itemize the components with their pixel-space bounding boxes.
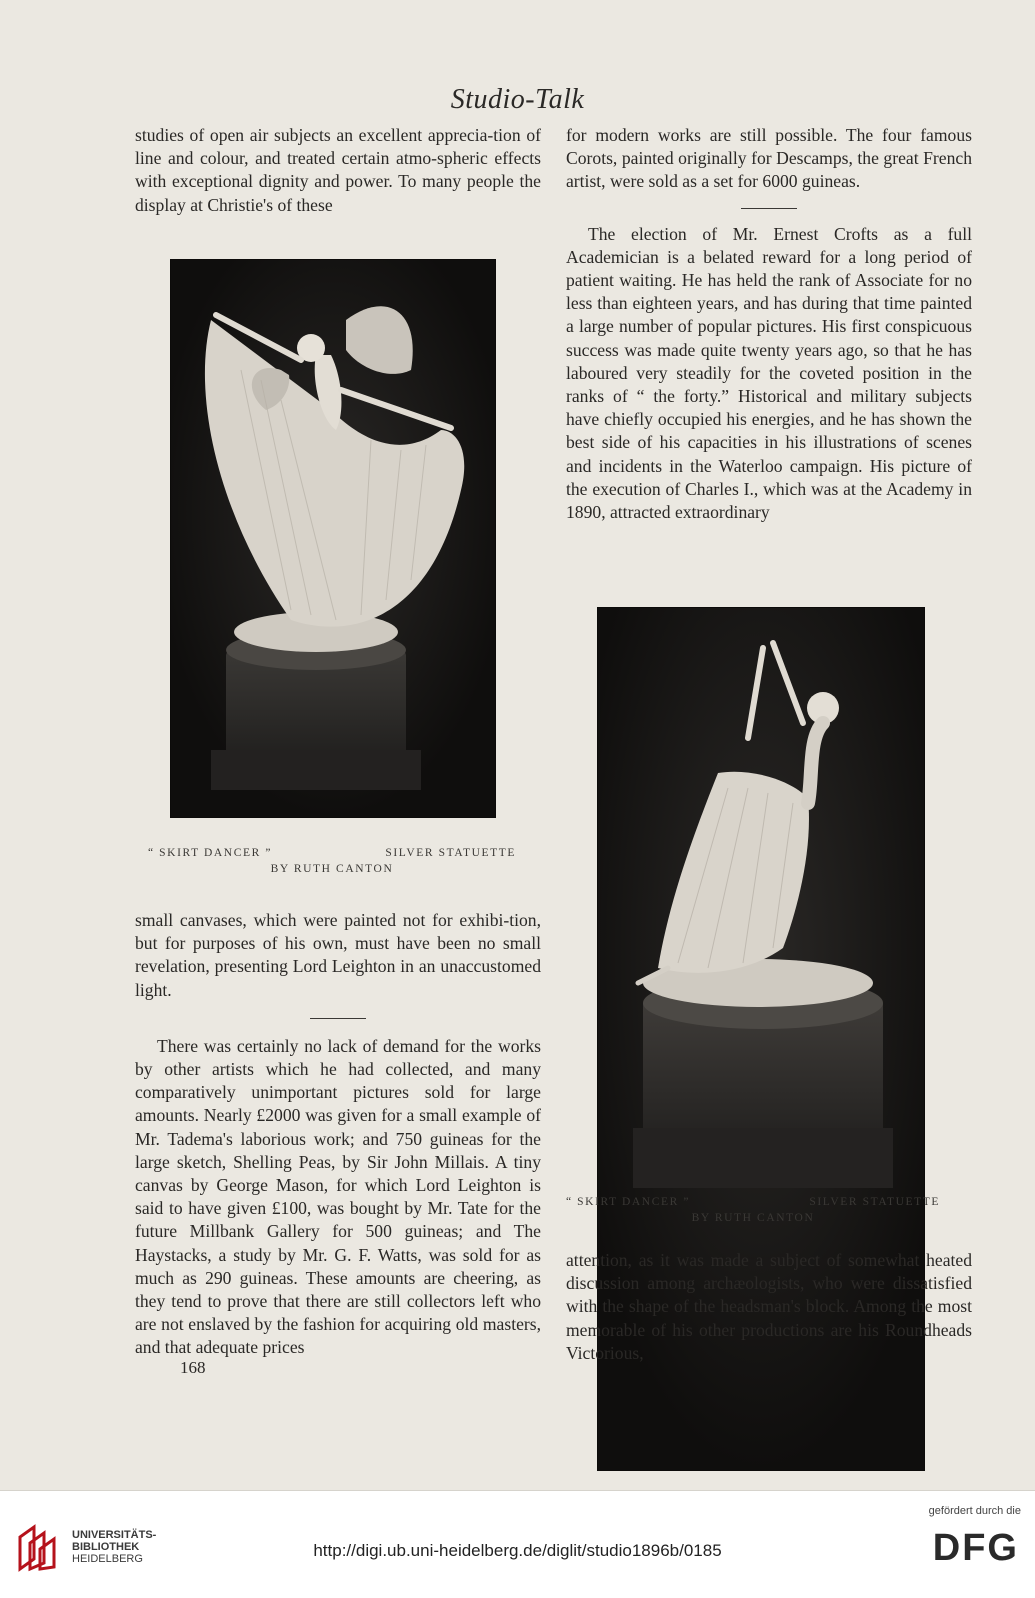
left-column-bottom: [135, 909, 541, 1360]
left-paragraph-3: There was certainly no lack of demand for the works by other artists which he had collected, and many comparatively unimportant pictures sold for large amounts. Nearly £2000 was given for a small example of Mr. Tadema's laborious work; and 750 guineas for the large sketch, Shelling Peas, by Sir John Millais. A tiny canvas by George Mason, for which Lord Leighton is said to have given £100, was bought by Mr. Tate for the future Millbank Gallery for 500 guineas; and The Haystacks, a study by Mr. G. F. Watts, was sold for as much as 290 guineas. These amounts are cheering, as they tend to prove that there are still collectors left who are not enslaved by the fashion for acquiring old masters, and that adequate prices: [135, 1035, 541, 1358]
left-column-top: [135, 124, 541, 217]
left-paragraph-1: studies of open air subjects an excellent apprecia-tion of line and colour, and treated certain atmo-spheric effects with exceptional dignity and power. To many people the display at Christie's of these: [135, 125, 541, 215]
sponsor-note: gefördert durch die: [928, 1505, 1021, 1517]
figure-2-title: “ SKIRT DANCER ”: [566, 1196, 691, 1208]
running-head: Studio-Talk: [450, 84, 585, 115]
figure-1-medium: SILVER STATUETTE: [385, 847, 516, 859]
figure-1-title: “ SKIRT DANCER ”: [148, 847, 273, 859]
section-rule: [310, 1018, 366, 1019]
library-line-1: UNIVERSITÄTS-: [72, 1529, 157, 1541]
section-rule-right: [741, 208, 797, 209]
library-line-2: BIBLIOTHEK: [72, 1541, 140, 1553]
dfg-logo: DFG: [932, 1527, 1019, 1569]
figure-1-caption: [148, 845, 516, 877]
left-paragraph-2: small canvases, which were painted not for exhibi-tion, but for purposes of his own, must have been no small revelation, presenting Lord Leighton in an unaccustomed light.: [135, 910, 541, 1000]
source-url-link[interactable]: http://digi.ub.uni-heidelberg.de/diglit/studio1896b/0185: [313, 1541, 722, 1560]
figure-2-credit: BY RUTH CANTON: [691, 1212, 815, 1224]
skirt-dancer-photo-1: [170, 259, 496, 818]
figure-1-credit: BY RUTH CANTON: [270, 863, 394, 875]
right-column-bottom: [566, 1249, 972, 1365]
figure-2-caption: [566, 1194, 940, 1226]
figure-2-medium: SILVER STATUETTE: [809, 1196, 940, 1208]
right-paragraph-2: The election of Mr. Ernest Crofts as a full Academician is a belated reward for a long period of patient waiting. He has held the rank of Associate for no less than eighteen years, and has during that time painted a large number of popular pictures. His first conspicuous success was made quite twenty years ago, so that he has laboured very steadily for the coveted position in the ranks of “ the forty.” Historical and military subjects have chiefly occupied his energies, and he has shown the best side of his capacities in his illustrations of scenes and incidents in the Waterloo campaign. His picture of the execution of Charles I., which was at the Academy in 1890, attracted extraordinary: [566, 223, 972, 523]
right-paragraph-1: for modern works are still possible. The four famous Corots, painted originally for Descamps, the great French artist, were sold as a set for 6000 guineas.: [566, 125, 972, 192]
library-line-3: HEIDELBERG: [72, 1553, 143, 1565]
digitization-footer: [0, 1490, 1035, 1598]
right-paragraph-3: attention, as it was made a subject of somewhat heated discussion among archæologists, who were dissatisfied with the shape of the headsman's block. Among the most memorable of his other productions are his Roundheads Victorious,: [566, 1250, 972, 1363]
page-number: 168: [180, 1358, 206, 1377]
right-column-top: [566, 124, 972, 524]
